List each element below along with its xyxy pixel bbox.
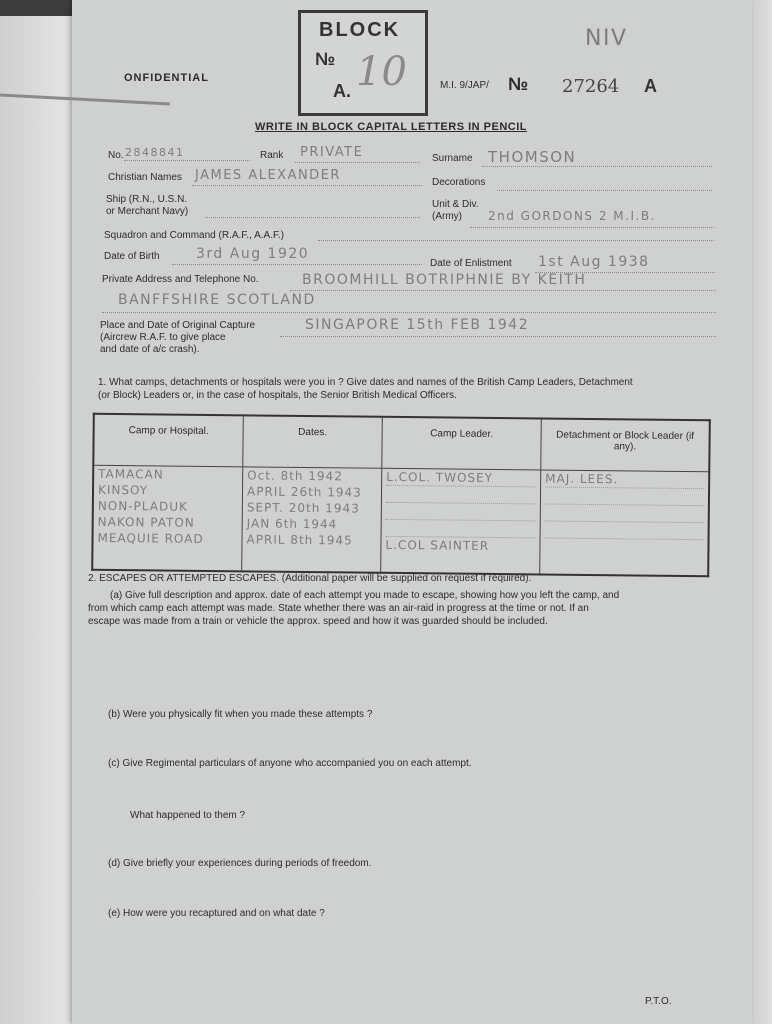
unit-line xyxy=(470,227,714,228)
detachment-leader-cell xyxy=(545,505,704,524)
squadron-label: Squadron and Command (R.A.F., A.A.F.) xyxy=(104,230,285,241)
surname-label: Surname xyxy=(432,153,473,164)
address-label: Private Address and Telephone No. xyxy=(102,274,259,285)
address-line-2: BANFFSHIRE SCOTLAND xyxy=(118,292,316,308)
rank-line xyxy=(295,162,420,163)
form-number: 27264 xyxy=(562,76,620,97)
camp-cell: TAMACAN xyxy=(98,466,164,482)
ship-label-1: Ship (R.N., U.S.N. xyxy=(106,194,188,205)
form-suffix: A xyxy=(644,76,657,96)
question-2-title: 2. ESCAPES OR ATTEMPTED ESCAPES. (Additional paper will be supplied on request if required). xyxy=(88,573,532,584)
camp-cell: KINSOY xyxy=(97,482,149,498)
camp-leader-cell xyxy=(386,503,536,522)
unit-label-2: (Army) xyxy=(432,211,462,222)
capture-line xyxy=(280,336,716,337)
table-row xyxy=(92,465,709,576)
rank-value: PRIVATE xyxy=(300,145,364,160)
header-camp-leader: Camp Leader. xyxy=(382,417,542,470)
date-cell: APRIL 26th 1943 xyxy=(246,484,362,500)
date-cell: JAN 6th 1944 xyxy=(246,516,338,532)
no-mark: № xyxy=(508,74,529,94)
mi-reference: M.I. 9/JAP/ xyxy=(440,80,489,91)
dob-value: 3rd Aug 1920 xyxy=(196,246,310,262)
block-number: 10 xyxy=(356,49,407,95)
date-cell: SEPT. 20th 1943 xyxy=(246,500,360,516)
confidential-label: ONFIDENTIAL xyxy=(124,72,209,84)
block-title: BLOCK xyxy=(319,19,401,41)
squadron-line xyxy=(318,240,714,241)
question-2a-line-1: (a) Give full description and approx. date of each attempt you made to escape, showing how you left the camp, and xyxy=(110,590,620,601)
camp-cell: MEAQUIE ROAD xyxy=(97,530,204,546)
christian-names-line xyxy=(192,185,422,186)
header-camp: Camp or Hospital. xyxy=(93,414,243,467)
camps-table xyxy=(91,413,711,577)
block-stamp xyxy=(298,10,428,116)
capture-label-3: and date of a/c crash). xyxy=(100,344,200,355)
capture-value: SINGAPORE 15th FEB 1942 xyxy=(305,317,530,333)
header-dates: Dates. xyxy=(243,415,383,468)
ship-label-2: or Merchant Navy) xyxy=(106,206,189,217)
dob-line xyxy=(172,264,422,265)
instruction-heading: WRITE IN BLOCK CAPITAL LETTERS IN PENCIL xyxy=(255,121,527,133)
dob-label: Date of Birth xyxy=(104,251,160,262)
question-2e: (e) How were you recaptured and on what date ? xyxy=(108,908,325,919)
question-1-line-1: 1. What camps, detachments or hospitals were you in ? Give dates and names of the British Camp Leaders, Detachment xyxy=(98,377,633,388)
enlistment-value: 1st Aug 1938 xyxy=(538,254,650,270)
surname-value: THOMSON xyxy=(488,148,577,166)
question-2a-line-2: from which camp each attempt was made. State whether there was an air-raid in progress at the time or not. If an xyxy=(88,603,589,614)
decorations-label: Decorations xyxy=(432,177,486,188)
no-line xyxy=(124,160,250,161)
detachment-leader-list xyxy=(540,470,710,576)
date-list xyxy=(242,467,382,573)
date-cell: APRIL 8th 1945 xyxy=(246,532,353,548)
address-line-1-rule xyxy=(290,290,716,291)
date-cell: Oct. 8th 1942 xyxy=(247,468,343,484)
camp-leader-cell: L.COL. TWOSEY xyxy=(386,469,536,488)
detachment-leader-cell xyxy=(545,522,704,541)
rank-label: Rank xyxy=(260,150,284,161)
question-2b: (b) Were you physically fit when you made these attempts ? xyxy=(108,709,373,720)
block-a: A. xyxy=(333,81,351,101)
unit-label-1: Unit & Div. xyxy=(432,199,479,210)
address-line-2-rule xyxy=(102,312,716,313)
surname-line xyxy=(482,166,712,167)
capture-label-2: (Aircrew R.A.F. to give place xyxy=(100,332,226,343)
ship-line xyxy=(205,217,420,218)
decorations-line xyxy=(497,190,712,191)
detachment-leader-cell xyxy=(545,488,704,507)
camp-leader-cell xyxy=(386,520,536,539)
camp-cell: NAKON PATON xyxy=(97,514,195,530)
camp-leader-cell: L.COL SAINTER xyxy=(385,537,490,553)
christian-names-value: JAMES ALEXANDER xyxy=(195,168,341,183)
no-value: 2848841 xyxy=(125,146,185,159)
no-label: No. xyxy=(108,150,124,161)
camp-leader-list xyxy=(381,468,541,574)
question-2a-line-3: escape was made from a train or vehicle the approx. speed and how it was guarded should be included. xyxy=(88,616,548,627)
question-1-line-2: (or Block) Leaders or, in the case of hospitals, the Senior British Medical Officers. xyxy=(98,390,457,401)
enlistment-label: Date of Enlistment xyxy=(430,258,512,269)
address-line-1: BROOMHILL BOTRIPHNIE BY KEITH xyxy=(302,272,587,288)
question-2d: (d) Give briefly your experiences during periods of freedom. xyxy=(108,858,372,869)
question-2c: (c) Give Regimental particulars of anyone who accompanied you on each attempt. xyxy=(108,758,472,769)
header-detachment-leader: Detachment or Block Leader (if any). xyxy=(541,418,710,471)
unit-value: 2nd GORDONS 2 M.I.B. xyxy=(488,209,656,223)
christian-names-label: Christian Names xyxy=(108,172,182,183)
question-2c-followup: What happened to them ? xyxy=(130,810,246,821)
camp-leader-cell xyxy=(386,486,536,505)
pto-label: P.T.O. xyxy=(645,996,672,1007)
camp-list xyxy=(92,465,243,571)
camp-cell: NON-PLADUK xyxy=(97,498,188,514)
detachment-leader-cell: MAJ. LEES. xyxy=(545,471,704,490)
corner-mark: NIV xyxy=(585,26,628,51)
block-no: № xyxy=(315,49,336,69)
capture-label-1: Place and Date of Original Capture xyxy=(100,320,256,331)
